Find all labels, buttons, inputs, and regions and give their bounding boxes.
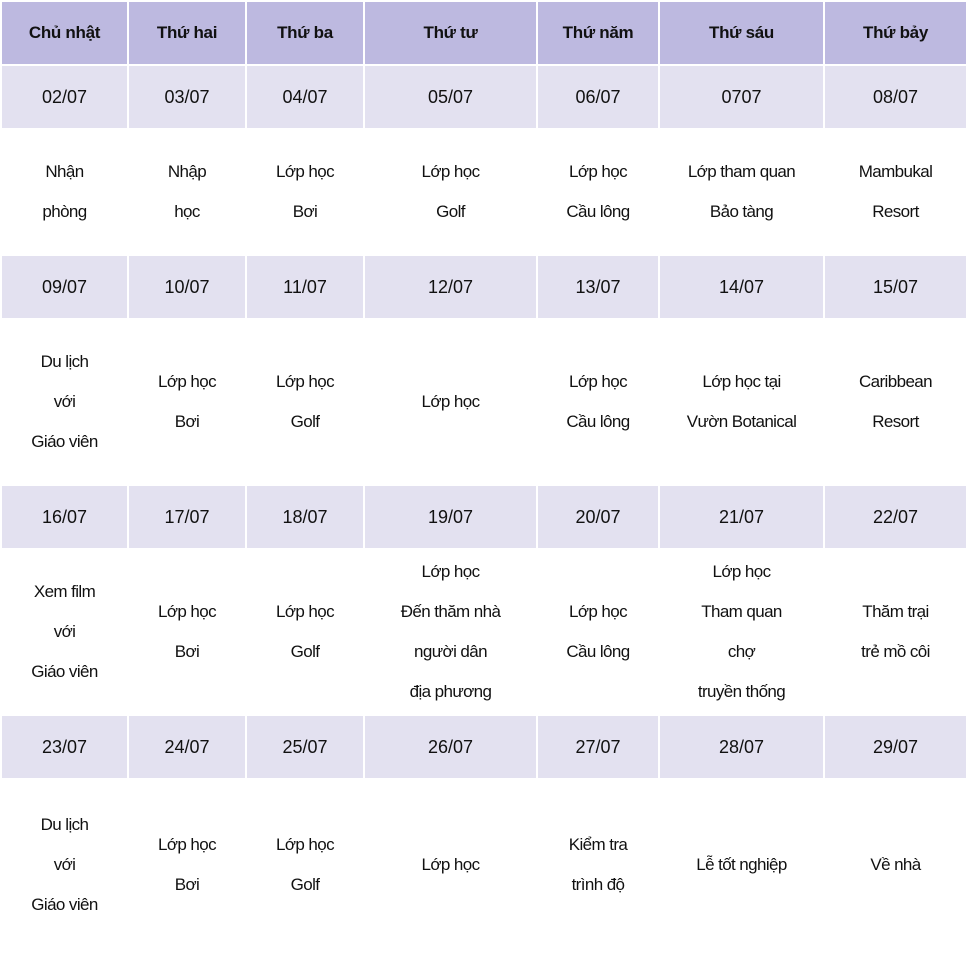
activity-line: Bơi: [292, 202, 318, 221]
activity-cell: [537, 129, 659, 255]
activity-line: Xem film: [33, 582, 96, 601]
date-cell: 22/07: [824, 485, 967, 549]
activity-cell: [246, 319, 364, 485]
activity-row: [1, 129, 967, 255]
activity-line: chợ: [727, 642, 756, 661]
activity-cell: [824, 779, 967, 951]
activity-line: Resort: [872, 412, 919, 431]
activity-line: học: [174, 202, 200, 221]
weekday-header: Thứ ba: [246, 1, 364, 65]
weekday-header: Thứ tư: [364, 1, 537, 65]
activity-line: Golf: [290, 412, 320, 431]
activity-line: Lễ tốt nghiệp: [696, 855, 787, 874]
activity-line: Lớp tham quan: [687, 162, 796, 181]
activity-line: Lớp học: [158, 372, 216, 391]
activity-cell: [128, 549, 246, 715]
activity-row: [1, 549, 967, 715]
weekday-header: Thứ bảy: [824, 1, 967, 65]
activity-cell: [537, 319, 659, 485]
weekday-header: Thứ năm: [537, 1, 659, 65]
activity-cell: [364, 549, 537, 715]
activity-line: Kiểm tra: [568, 835, 628, 854]
activity-cell: [659, 129, 824, 255]
date-cell: 10/07: [128, 255, 246, 319]
activity-cell: [364, 129, 537, 255]
activity-line: Lớp học: [276, 835, 334, 854]
activity-line: Cầu lông: [566, 642, 630, 661]
date-cell: 17/07: [128, 485, 246, 549]
date-row: [1, 485, 967, 549]
activity-line: phòng: [42, 202, 87, 221]
activity-line: Golf: [436, 202, 465, 221]
activity-cell: [1, 129, 128, 255]
activity-line: Lớp học: [158, 835, 216, 854]
activity-line: Resort: [872, 202, 919, 221]
weekday-header: Thứ hai: [128, 1, 246, 65]
activity-line: Giáo viên: [31, 662, 98, 681]
activity-cell: [1, 549, 128, 715]
date-cell: 21/07: [659, 485, 824, 549]
activity-line: Thăm trại: [862, 602, 929, 621]
activity-cell: [128, 319, 246, 485]
activity-line: Lớp học: [569, 602, 627, 621]
activity-line: Lớp học: [421, 162, 480, 181]
date-cell: 05/07: [364, 65, 537, 129]
activity-cell: [824, 319, 967, 485]
activity-line: Bơi: [174, 642, 200, 661]
activity-line: Golf: [290, 875, 320, 894]
date-cell: 06/07: [537, 65, 659, 129]
activity-line: Bảo tàng: [709, 202, 774, 221]
activity-cell: [246, 549, 364, 715]
activity-cell: [246, 779, 364, 951]
activity-line: Cầu lông: [566, 412, 630, 431]
activity-line: Giáo viên: [31, 432, 98, 451]
activity-line: Lớp học: [276, 162, 334, 181]
activity-line: Cầu lông: [566, 202, 630, 221]
date-cell: 14/07: [659, 255, 824, 319]
date-cell: 16/07: [1, 485, 128, 549]
date-cell: 18/07: [246, 485, 364, 549]
date-cell: 0707: [659, 65, 824, 129]
activity-line: Mambukal: [858, 162, 933, 181]
date-cell: 03/07: [128, 65, 246, 129]
activity-row: [1, 319, 967, 485]
activity-cell: [537, 549, 659, 715]
activity-line: Bơi: [174, 412, 200, 431]
activity-cell: [659, 779, 824, 951]
activity-line: Nhập: [167, 162, 207, 181]
activity-cell: [824, 129, 967, 255]
activity-line: Lớp học: [276, 372, 334, 391]
weekday-header-row: [1, 1, 967, 65]
date-cell: 15/07: [824, 255, 967, 319]
activity-cell: [128, 129, 246, 255]
activity-line: Bơi: [174, 875, 200, 894]
activity-cell: [659, 549, 824, 715]
date-cell: 13/07: [537, 255, 659, 319]
weekday-header: Chủ nhật: [1, 1, 128, 65]
activity-line: Về nhà: [870, 855, 921, 874]
activity-line: truyền thống: [697, 682, 786, 701]
activity-cell: [364, 319, 537, 485]
activity-line: Đến thăm nhà: [400, 602, 501, 621]
date-cell: 19/07: [364, 485, 537, 549]
activity-line: Lớp học: [421, 855, 480, 874]
activity-line: Lớp học: [421, 392, 480, 411]
activity-line: Lớp học: [569, 372, 627, 391]
activity-cell: [1, 319, 128, 485]
activity-line: trẻ mồ côi: [861, 642, 930, 661]
activity-line: với: [53, 392, 76, 411]
activity-line: với: [53, 622, 76, 641]
date-cell: 04/07: [246, 65, 364, 129]
activity-cell: [1, 779, 128, 951]
activity-line: với: [53, 855, 76, 874]
activity-cell: [246, 129, 364, 255]
date-cell: 23/07: [1, 715, 128, 779]
date-cell: 28/07: [659, 715, 824, 779]
activity-line: trình độ: [571, 875, 625, 894]
activity-line: Golf: [290, 642, 320, 661]
activity-line: Nhận: [45, 162, 84, 181]
activity-cell: [537, 779, 659, 951]
date-row: [1, 65, 967, 129]
activity-line: Lớp học: [158, 602, 216, 621]
date-row: [1, 715, 967, 779]
activity-line: Caribbean: [858, 372, 933, 391]
date-cell: 12/07: [364, 255, 537, 319]
activity-line: Du lịch: [40, 815, 89, 834]
activity-line: Lớp học tại: [702, 372, 781, 391]
activity-line: Giáo viên: [31, 895, 98, 914]
activity-cell: [824, 549, 967, 715]
weekday-header: Thứ sáu: [659, 1, 824, 65]
date-cell: 27/07: [537, 715, 659, 779]
activity-line: địa phương: [409, 682, 492, 701]
date-cell: 09/07: [1, 255, 128, 319]
date-cell: 02/07: [1, 65, 128, 129]
activity-cell: [128, 779, 246, 951]
date-cell: 24/07: [128, 715, 246, 779]
activity-line: Vườn Botanical: [686, 412, 797, 431]
date-cell: 11/07: [246, 255, 364, 319]
date-cell: 26/07: [364, 715, 537, 779]
date-cell: 08/07: [824, 65, 967, 129]
date-cell: 29/07: [824, 715, 967, 779]
activity-line: Lớp học: [712, 562, 771, 581]
date-cell: 25/07: [246, 715, 364, 779]
activity-row: [1, 779, 967, 951]
activity-line: người dân: [414, 642, 487, 661]
activity-line: Du lịch: [40, 352, 89, 371]
activity-line: Tham quan: [701, 602, 782, 621]
activity-cell: [659, 319, 824, 485]
activity-line: Lớp học: [276, 602, 334, 621]
activity-line: Lớp học: [569, 162, 627, 181]
activity-cell: [364, 779, 537, 951]
date-row: [1, 255, 967, 319]
date-cell: 20/07: [537, 485, 659, 549]
activity-line: Lớp học: [421, 562, 480, 581]
